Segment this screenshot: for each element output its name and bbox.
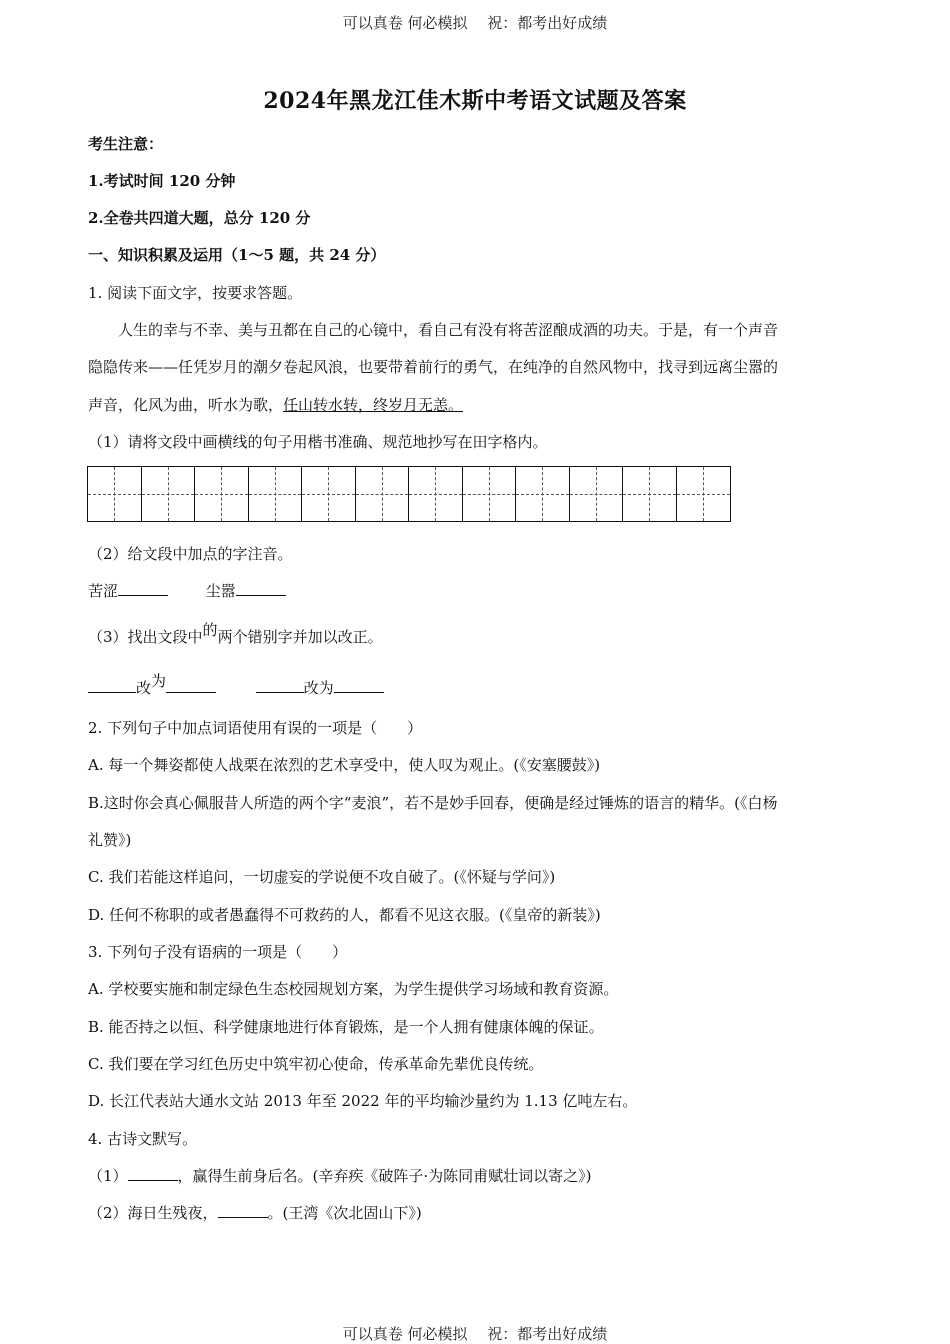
q4-sub2-text-a: （2）海日生残夜，	[88, 1204, 218, 1222]
correction-blank-1[interactable]	[88, 678, 136, 693]
q1-pinyin-row	[88, 580, 286, 601]
q1-paragraph-line-1: 人生的幸与不幸、美与丑都在自己的心镜中，看自己有没有将苦涩酿成酒的功夫。于是，有一个声音	[118, 321, 779, 339]
q2-option-c: C. 我们若能这样追问，一切虚妄的学说便不攻自破了。(《怀疑与学问》)	[88, 868, 556, 886]
q1-sub3-raised: 的	[202, 621, 218, 639]
q1-sub1: （1）请将文段中画横线的句子用楷书准确、规范地抄写在田字格内。	[88, 433, 548, 451]
q1-stem: 1. 阅读下面文字，按要求答题。	[88, 284, 303, 302]
q3-option-d: D. 长江代表站大通水文站 2013 年至 2022 年的平均输沙量约为 1.13 亿吨左右。	[88, 1092, 638, 1110]
q4-sub2-text-b: 。(王湾《次北固山下》)	[267, 1204, 422, 1222]
grid-cell[interactable]	[195, 467, 249, 521]
correction-blank-2[interactable]	[166, 678, 216, 693]
q3-stem: 3. 下列句子没有语病的一项是（ ）	[88, 943, 348, 961]
q1-sub2: （2）给文段中加点的字注音。	[88, 545, 293, 563]
q2-option-b-line-2: 礼赞》)	[88, 831, 132, 849]
q4-stem: 4. 古诗文默写。	[88, 1130, 198, 1148]
section-heading-1: 一、知识积累及运用（1～5 题，共 24 分）	[88, 246, 386, 264]
page-title: 2024年黑龙江佳木斯中考语文试题及答案	[263, 88, 687, 114]
notice-heading: 考生注意：	[88, 135, 164, 153]
grid-cell[interactable]	[677, 467, 731, 521]
pinyin-blank-1[interactable]	[118, 581, 168, 596]
grid-cell[interactable]	[623, 467, 677, 521]
grid-cell[interactable]	[570, 467, 624, 521]
grid-cell[interactable]	[409, 467, 463, 521]
q2-option-a: A. 每一个舞姿都使人战栗在浓烈的艺术享受中，使人叹为观止。(《安塞腰鼓》)	[88, 756, 601, 774]
dictation-blank-1[interactable]	[128, 1166, 178, 1181]
grid-cell[interactable]	[142, 467, 196, 521]
grid-cell[interactable]	[463, 467, 517, 521]
q1-sub3	[88, 621, 383, 647]
q2-option-d: D. 任何不称职的或者愚蠢得不可救药的人，都看不见这衣服。(《皇帝的新装》)	[88, 906, 601, 924]
notice-item-1: 1.考试时间 120 分钟	[88, 172, 236, 190]
q4-sub1-text: ，赢得生前身后名。(辛弃疾《破阵子·为陈同甫赋壮词以寄之》)	[177, 1167, 592, 1185]
underlined-sentence: 任山转水转，终岁月无恙。	[283, 396, 464, 414]
q1-sub3-text-b: 两个错别字并加以改正。	[217, 628, 383, 646]
tianzige-grid[interactable]	[87, 466, 731, 522]
q1-sub3-text-a: （3）找出文段中	[88, 628, 203, 646]
q3-option-a: A. 学校要实施和制定绿色生态校园规划方案，为学生提供学习场域和教育资源。	[88, 980, 619, 998]
wei-label: 为	[151, 672, 167, 690]
q1-paragraph-text: 声音，化风为曲，听水为歌，	[88, 396, 284, 414]
q1-paragraph-line-2: 隐隐传来——任凭岁月的潮夕卷起风浪，也要带着前行的勇气，在纯净的自然风物中，找寻到远离尘嚣的	[88, 358, 779, 376]
correction-blank-3[interactable]	[256, 678, 304, 693]
grid-cell[interactable]	[516, 467, 570, 521]
dictation-blank-2[interactable]	[218, 1203, 268, 1218]
grid-cell[interactable]	[302, 467, 356, 521]
gaiwei-label: 改为	[303, 679, 334, 697]
q2-option-b-line-1: B.这时你会真心佩服昔人所造的两个字“麦浪”，若不是妙手回春，便确是经过锤炼的语言的精华。(《白杨	[88, 794, 778, 812]
gai-label: 改	[136, 679, 152, 697]
pinyin-blank-2[interactable]	[236, 581, 286, 596]
word-chenxiao: 尘嚣	[205, 582, 236, 600]
notice-item-2: 2.全卷共四道大题，总分 120 分	[88, 209, 311, 227]
q4-sub1	[88, 1165, 592, 1186]
q4-sub2	[88, 1202, 422, 1223]
grid-cell[interactable]	[88, 467, 142, 521]
page-footer: 可以真卷 何必模拟 祝：都考出好成绩	[342, 1325, 608, 1343]
q4-sub1-label: （1）	[88, 1167, 128, 1185]
q3-option-c: C. 我们要在学习红色历史中筑牢初心使命，传承革命先辈优良传统。	[88, 1055, 544, 1073]
q2-stem: 2. 下列句子中加点词语使用有误的一项是（ ）	[88, 719, 423, 737]
word-kuse: 苦涩	[88, 582, 119, 600]
grid-cell[interactable]	[249, 467, 303, 521]
q1-paragraph-line-3	[88, 394, 463, 415]
q1-correction-row	[88, 672, 384, 698]
grid-cell[interactable]	[356, 467, 410, 521]
q3-option-b: B. 能否持之以恒、科学健康地进行体育锻炼，是一个人拥有健康体魄的保证。	[88, 1018, 604, 1036]
page-header: 可以真卷 何必模拟 祝：都考出好成绩	[342, 14, 608, 32]
correction-blank-4[interactable]	[334, 678, 384, 693]
